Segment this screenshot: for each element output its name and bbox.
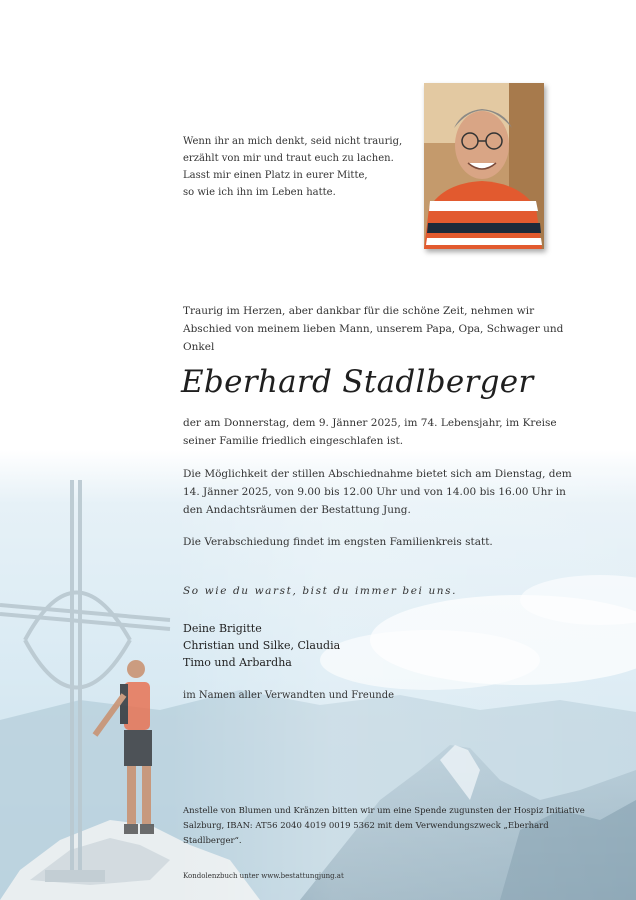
relatives-text: im Namen aller Verwandten und Freunde [183, 690, 395, 701]
poem [183, 133, 413, 201]
family-member: Christian und Silke, Claudia [183, 639, 341, 652]
viewing-info-text: Die Möglichkeit der stillen Abschiednahme bietet sich am Dienstag, dem 14. Jänner 2025, von 9.00 bis 12.00 Uhr und von 14.00 bis 16.00 Uhr in den Andachtsräumen der Bestattung Jung. [183, 468, 572, 516]
poem-line: Wenn ihr an mich denkt, seid nicht traurig, [183, 136, 403, 147]
intro-text: Traurig im Herzen, aber dankbar für die schöne Zeit, nehmen wir Abschied von meinem lieben Mann, unserem Papa, Opa, Schwager und Onkel [183, 305, 564, 353]
motto: So wie du warst, bist du immer bei uns. [183, 585, 458, 597]
poem-line: Lasst mir einen Platz in eurer Mitte, [183, 170, 368, 181]
family-member: Deine Brigitte [183, 622, 262, 635]
portrait-photo [424, 83, 544, 249]
donation-note: Anstelle von Blumen und Kränzen bitten wir um eine Spende zugunsten der Hospiz Initiative Salzburg, IBAN: AT56 2040 4019 0019 5362 mit dem Verwendungszweck „Eberhard Stadlberger“. [183, 806, 585, 846]
poem-line: so wie ich ihn im Leben hatte. [183, 187, 336, 198]
death-notice-text: der am Donnerstag, dem 9. Jänner 2025, im 74. Lebensjahr, im Kreise seiner Familie friedlich eingeschlafen ist. [183, 417, 557, 447]
family-member: Timo und Arbardha [183, 656, 292, 669]
poem-line: erzählt von mir und traut euch zu lachen. [183, 153, 394, 164]
farewell-info-text: Die Verabschiedung findet im engsten Familienkreis statt. [183, 536, 493, 548]
deceased-name: Eberhard Stadlberger [181, 364, 534, 400]
family-list [183, 620, 340, 671]
condolence-link[interactable]: Kondolenzbuch unter www.bestattungjung.at [183, 872, 344, 880]
